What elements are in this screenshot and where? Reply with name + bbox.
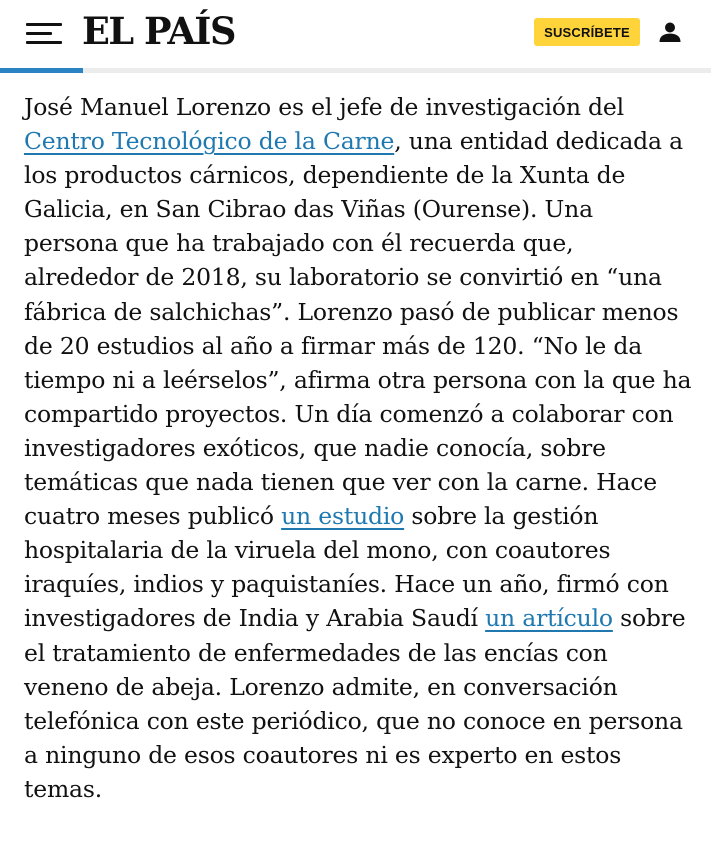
paragraph-text: José Manuel Lorenzo es el jefe de investigación del (24, 93, 624, 121)
un-articulo-link[interactable]: un artículo (485, 604, 613, 633)
paragraph-text: sobre el tratamiento de enfermedades de las encías con veneno de abeja. Lorenzo admite, en conversación telefónica con este periódico, que no conoce en persona a ninguno de esos coautores ni es experto en estos temas. (24, 604, 686, 803)
reading-progress-bar (0, 68, 83, 73)
site-header (0, 0, 711, 68)
menu-line (26, 32, 52, 35)
user-silhouette-icon (658, 21, 682, 43)
paragraph-text: sobre la gestión hospitalaria de la viruela del mono, con coautores iraquíes, indios y paquistaníes. Hace un año, firmó con investigadores de India y Arabia Saudí (24, 502, 669, 633)
article-body (24, 90, 694, 806)
user-account-icon[interactable] (658, 21, 682, 43)
menu-line (26, 41, 62, 44)
centro-tecnologico-link[interactable]: Centro Tecnológico de la Carne (24, 127, 395, 156)
hamburger-menu-icon[interactable] (26, 20, 64, 46)
header-divider (0, 68, 711, 73)
paragraph-text: , una entidad dedicada a los productos cárnicos, dependiente de la Xunta de Galicia, en San Cibrao das Viñas (Ourense). Una persona que ha trabajado con él recuerda que, alrededor de 2018, su laboratorio se convirtió en “una fábrica de salchichas”. Lorenzo pasó de publicar menos de 20 estudios al año a firmar más de 120. “No le da tiempo ni a leérselos”, afirma otra persona con la que ha compartido proyectos. Un día comenzó a colaborar con investigadores exóticos, que nadie conocía, sobre temáticas que nada tienen que ver con la carne. Hace cuatro meses publicó (24, 127, 692, 531)
subscribe-button[interactable]: SUSCRÍBETE (534, 18, 640, 46)
un-estudio-link[interactable]: un estudio (281, 502, 405, 531)
article-paragraph (24, 90, 694, 806)
el-pais-logo[interactable]: EL PAÍS (82, 9, 235, 53)
menu-line (26, 23, 62, 26)
